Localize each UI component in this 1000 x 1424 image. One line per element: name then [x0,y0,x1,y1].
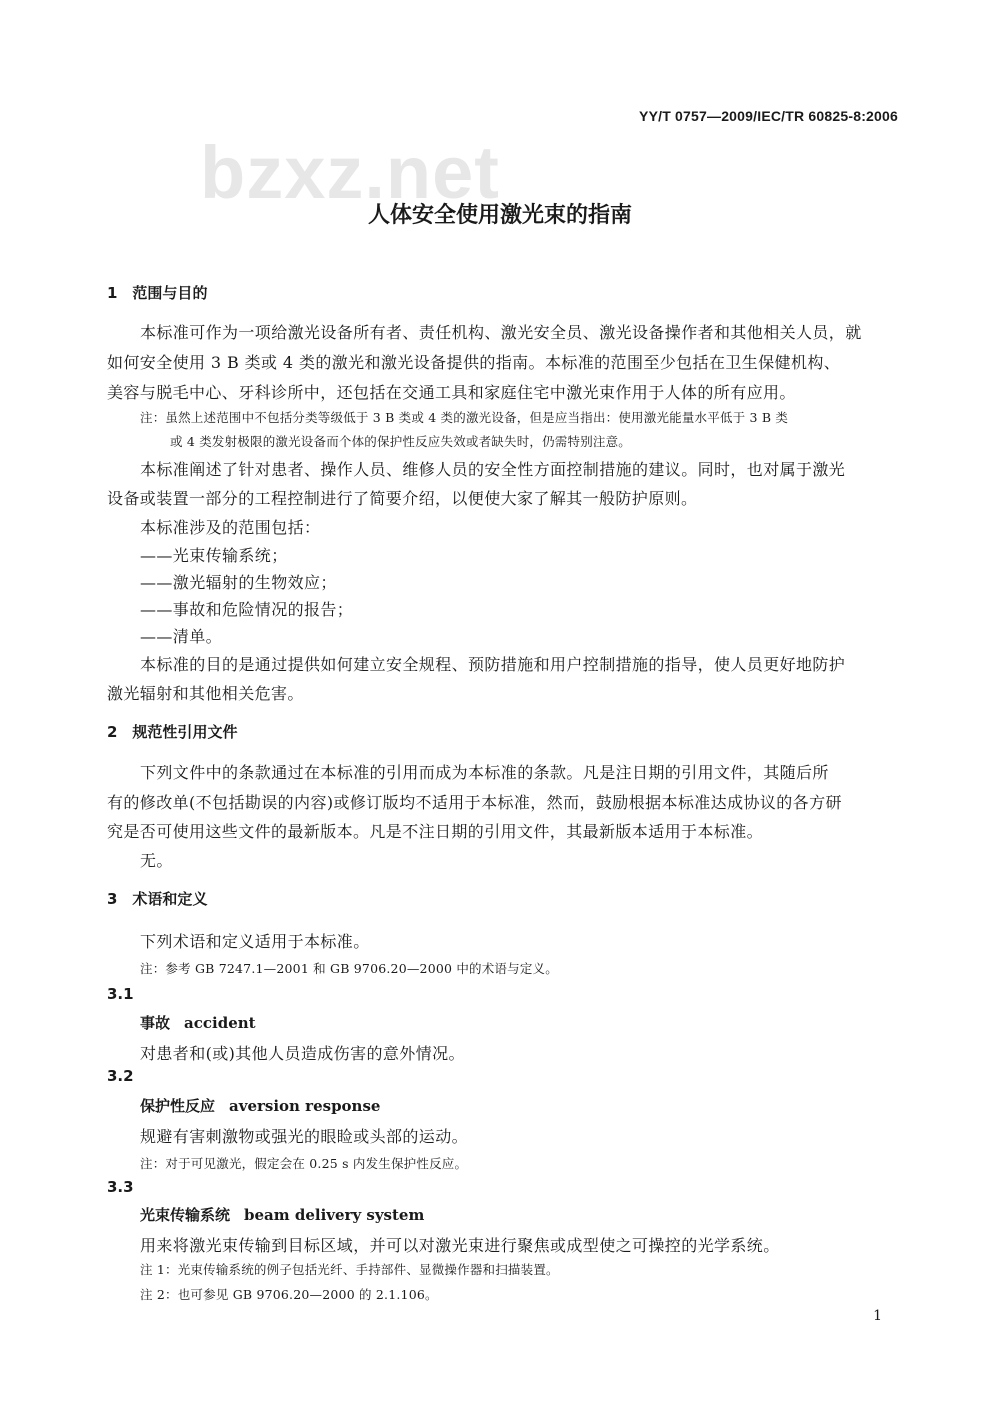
s1-p2-line2: 设备或装置一部分的工程控制进行了简要介绍，以便使大家了解其一般防护原则。 [107,489,698,508]
s3-p1: 下列术语和定义适用于本标准。 [140,932,370,951]
term-en: aversion response [229,1097,381,1115]
s2-p2: 无。 [140,851,173,870]
term-definition: 对患者和(或)其他人员造成伤害的意外情况。 [140,1044,465,1063]
term-definition: 用来将激光束传输到目标区域，并可以对激光束进行聚焦或成型使之可操控的光学系统。 [140,1236,780,1255]
term-definition: 规避有害刺激物或强光的眼睑或头部的运动。 [140,1127,469,1146]
list-item: ——事故和危险情况的报告； [140,600,354,619]
s1-note-line1: 注：虽然上述范围中不包括分类等级低于 3 B 类或 4 类的激光设备，但是应当指出：使用激光能量水平低于 3 B 类 [140,410,789,425]
term-number: 3.3 [107,1178,134,1196]
term-en: beam delivery system [244,1206,425,1224]
term-title [140,1095,380,1116]
s1-note-line2: 或 4 类发射极限的激光设备而个体的保护性反应失效或者缺失时，仍需特别注意。 [170,434,632,449]
term-note: 注 2：也可参见 GB 9706.20—2000 的 2.1.106。 [140,1287,438,1302]
page-number: 1 [873,1308,882,1324]
term-zh: 事故 [140,1014,171,1032]
s2-p1-line3: 究是否可使用这些文件的最新版本。凡是不注日期的引用文件，其最新版本适用于本标准。 [107,822,764,841]
term-number: 3.2 [107,1067,134,1085]
list-item: ——光束传输系统； [140,546,288,565]
standard-code: YY/T 0757—2009/IEC/TR 60825-8:2006 [639,108,898,124]
term-title [140,1012,256,1033]
term-note: 注 1：光束传输系统的例子包括光纤、手持部件、显微操作器和扫描装置。 [140,1262,559,1277]
s1-p2-line1: 本标准阐述了针对患者、操作人员、维修人员的安全性方面控制措施的建议。同时，也对属于激光 [140,460,846,479]
watermark: bzxz.net [200,131,500,214]
term-title [140,1204,424,1225]
s1-p1-line3: 美容与脱毛中心、牙科诊所中，还包括在交通工具和家庭住宅中激光束作用于人体的所有应用。 [107,383,796,402]
s1-p1-line2: 如何安全使用 3 B 类或 4 类的激光和激光设备提供的指南。本标准的范围至少包括在卫生保健机构、 [107,353,841,372]
term-en: accident [184,1014,256,1032]
s1-p4-line1: 本标准的目的是通过提供如何建立安全规程、预防措施和用户控制措施的指导，使人员更好地防护 [140,655,846,674]
term-number: 3.1 [107,985,134,1003]
list-item: ——清单。 [140,627,223,646]
section-1-heading: 1 范围与目的 [107,284,208,302]
term-zh: 光束传输系统 [140,1206,231,1224]
s1-p4-line2: 激光辐射和其他相关危害。 [107,684,304,703]
s2-p1-line1: 下列文件中的条款通过在本标准的引用而成为本标准的条款。凡是注日期的引用文件，其随后所 [140,763,829,782]
s1-p3: 本标准涉及的范围包括： [140,518,321,537]
section-3-heading: 3 术语和定义 [107,890,208,908]
term-note: 注：对于可见激光，假定会在 0.25 s 内发生保护性反应。 [140,1156,468,1171]
s1-p1-line1: 本标准可作为一项给激光设备所有者、责任机构、激光安全员、激光设备操作者和其他相关人员，就 [140,323,862,342]
page-title: 人体安全使用激光束的指南 [367,203,632,228]
section-2-heading: 2 规范性引用文件 [107,723,238,741]
list-item: ——激光辐射的生物效应； [140,573,337,592]
term-zh: 保护性反应 [140,1097,216,1115]
s3-note: 注：参考 GB 7247.1—2001 和 GB 9706.20—2000 中的术语与定义。 [140,961,558,976]
s2-p1-line2: 有的修改单(不包括勘误的内容)或修订版均不适用于本标准，然而，鼓励根据本标准达成协议的各方研 [107,793,842,812]
